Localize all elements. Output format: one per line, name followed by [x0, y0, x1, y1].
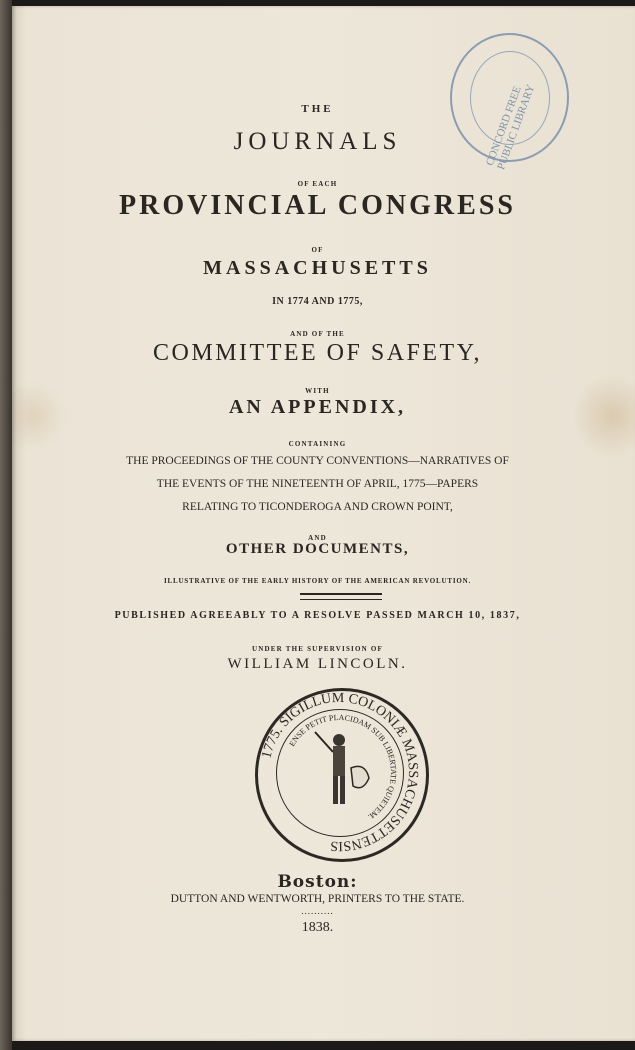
title-of-each: OF EACH: [297, 180, 338, 188]
title-appendix: AN APPENDIX,: [228, 396, 407, 418]
title-provincial-congress: PROVINCIAL CONGRESS: [119, 190, 516, 221]
double-rule-divider: [300, 593, 382, 600]
title-massachusetts: MASSACHUSETTS: [203, 257, 432, 279]
title-and: AND: [308, 534, 327, 542]
title-journals: JOURNALS: [233, 128, 402, 155]
imprint-printer: DUTTON AND WENTWORTH, PRINTERS TO THE STATE.: [170, 893, 465, 905]
imprint-city: Boston:: [277, 872, 358, 892]
editor-name: WILLIAM LINCOLN.: [227, 656, 408, 672]
title-with: WITH: [305, 387, 330, 395]
imprint-dots: ..........: [301, 906, 334, 916]
contents-line-1: THE PROCEEDINGS OF THE COUNTY CONVENTIONS—NARRATIVES OF: [126, 455, 509, 467]
title-committee-of-safety: COMMITTEE OF SAFETY,: [153, 340, 482, 366]
title-years: IN 1774 AND 1775,: [272, 296, 363, 307]
title-illustrative: ILLUSTRATIVE OF THE EARLY HISTORY OF THE AMERICAN REVOLUTION.: [163, 577, 472, 585]
title-other-documents: OTHER DOCUMENTS,: [225, 541, 410, 557]
svg-text:1775. SIGILLUM COLONIÆ MASSACH: 1775. SIGILLUM COLONIÆ MASSACHUSETTENSIS: [259, 690, 421, 854]
title-supervision: UNDER THE SUPERVISION OF: [252, 645, 383, 653]
seal-figure-icon: [255, 688, 423, 856]
library-stamp-text: CONCORD FREE PUBLIC LIBRARY: [483, 83, 538, 172]
massachusetts-colony-seal: [255, 688, 429, 862]
contents-line-3: RELATING TO TICONDEROGA AND CROWN POINT,: [182, 501, 453, 513]
svg-text:ENSE PETIT PLACIDAM SUB LIBERT: ENSE PETIT PLACIDAM SUB LIBERTATE QUIETEM.: [287, 712, 399, 822]
contents-line-2: THE EVENTS OF THE NINETEENTH OF APRIL, 1775—PAPERS: [156, 478, 479, 490]
title-containing: CONTAINING: [288, 440, 347, 448]
imprint-year: 1838.: [301, 920, 334, 935]
published-resolve: PUBLISHED AGREEABLY TO A RESOLVE PASSED MARCH 10, 1837,: [114, 610, 521, 621]
title-of: OF: [311, 246, 324, 254]
title-and-of-the: AND OF THE: [290, 330, 345, 338]
title-the: THE: [301, 103, 334, 115]
